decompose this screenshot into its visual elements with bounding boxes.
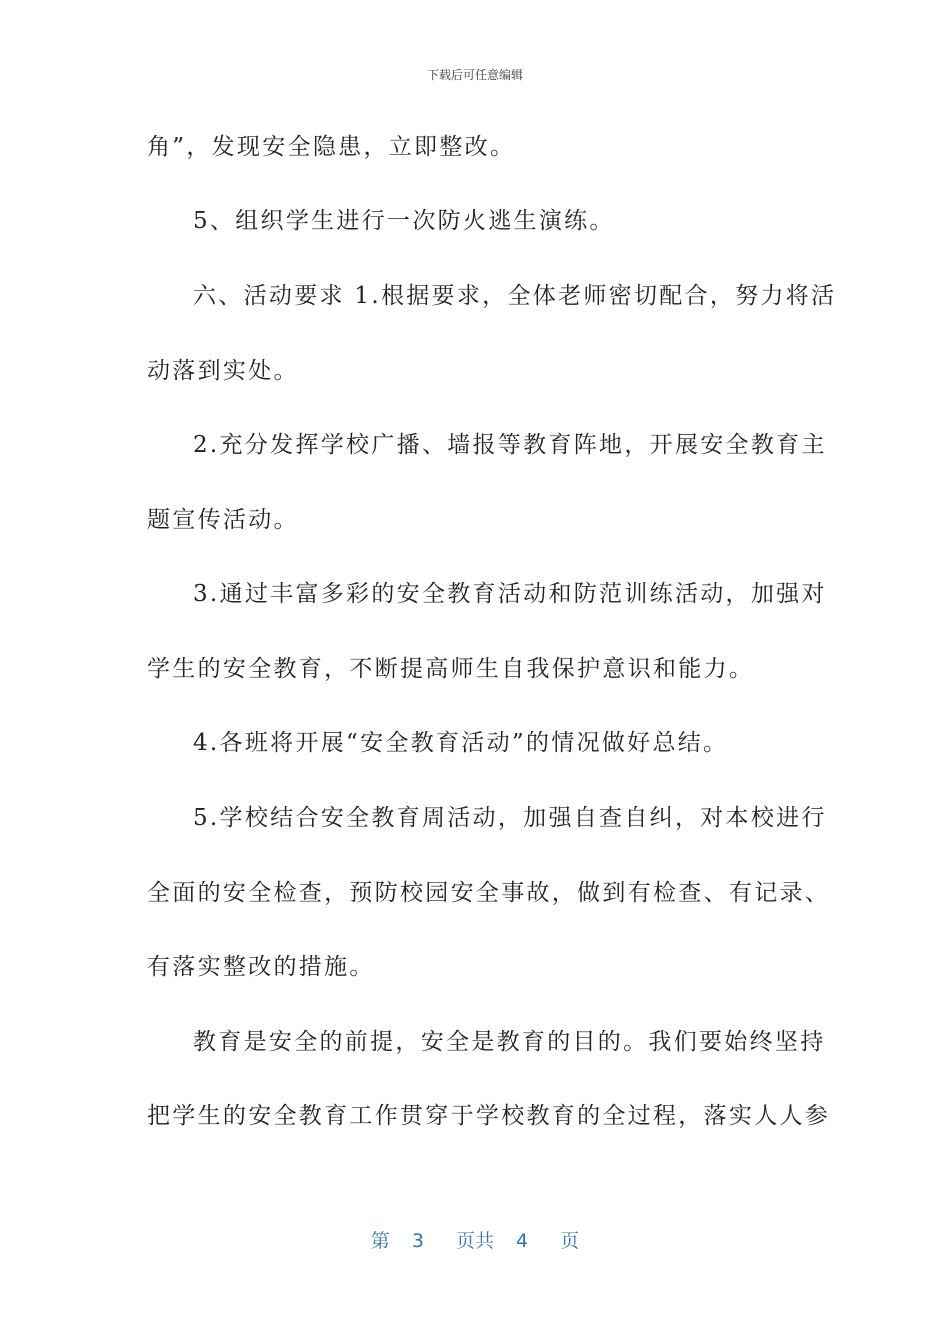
text-line: 有落实整改的措施。 [147, 954, 375, 980]
header-note: 下载后可任意编辑 [426, 68, 523, 82]
text-line: 六、活动要求 1.根据要求，全体老师密切配合，努力将活 [193, 283, 837, 309]
footer-ye: 页 [560, 1230, 580, 1252]
text-line: 学生的安全教育，不断提高师生自我保护意识和能力。 [147, 656, 755, 682]
text-line: 2.充分发挥学校广播、墙报等教育阵地，开展安全教育主 [193, 432, 827, 458]
text-line: 题宣传活动。 [147, 507, 299, 533]
text-line: 3.通过丰富多彩的安全教育活动和防范训练活动，加强对 [193, 581, 827, 607]
footer-di: 第 [370, 1230, 390, 1252]
text-line: 5、组织学生进行一次防火逃生演练。 [193, 208, 615, 234]
footer-total-pages: 4 [516, 1230, 529, 1252]
text-line: 教育是安全的前提，安全是教育的目的。我们要始终坚持 [193, 1029, 826, 1055]
text-line: 5.学校结合安全教育周活动，加强自查自纠，对本校进行 [193, 805, 827, 831]
footer-ye-gong: 页共 [455, 1230, 494, 1252]
text-line: 全面的安全检查，预防校园安全事故，做到有检查、有记录、 [147, 880, 831, 906]
footer-current-page: 3 [411, 1230, 424, 1252]
text-line: 角”，发现安全隐患，立即整改。 [147, 134, 516, 160]
text-line: 4.各班将开展“安全教育活动”的情况做好总结。 [193, 730, 729, 756]
text-line: 动落到实处。 [147, 358, 299, 384]
text-line: 把学生的安全教育工作贯穿于学校教育的全过程，落实人人参 [147, 1103, 831, 1129]
page-footer [0, 1226, 950, 1253]
